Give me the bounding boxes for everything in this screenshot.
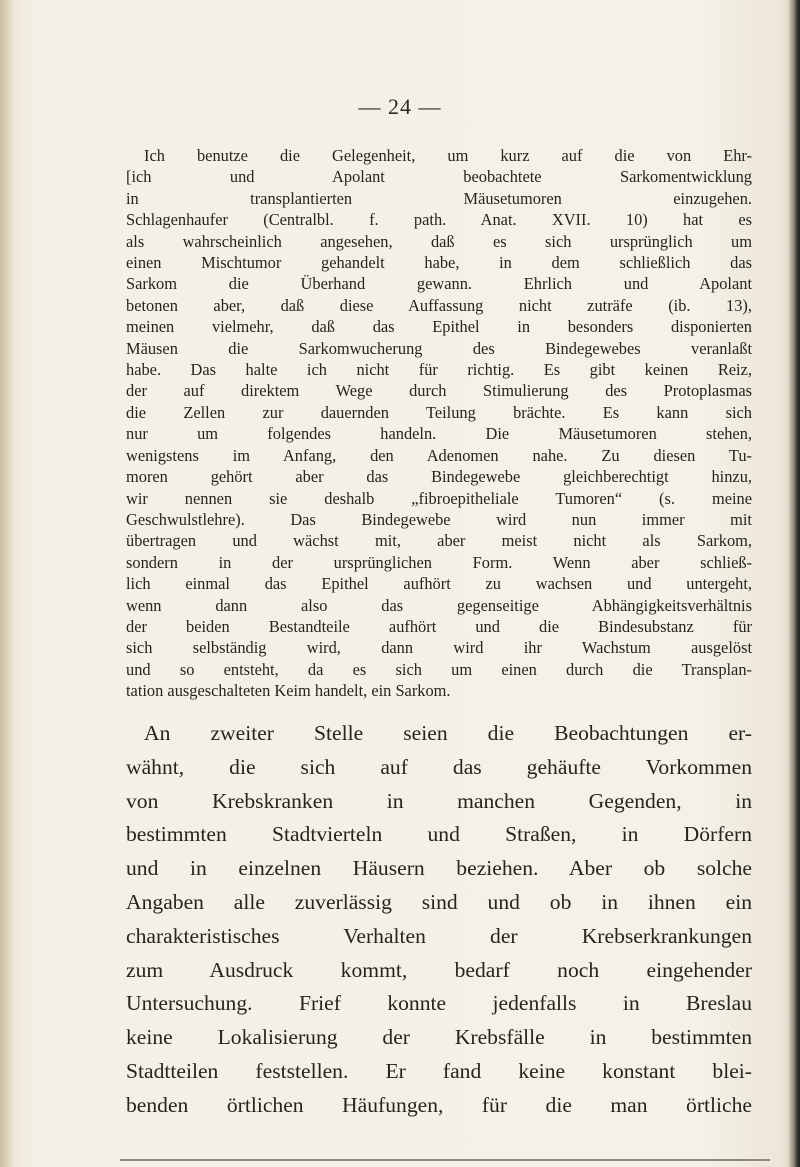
text-line: betonen aber, daß diese Auffassung nicht zuträfe (ib. 13), xyxy=(126,295,752,315)
text-line: sich selbständig wird, dann wird ihr Wachstum ausgelöst xyxy=(126,638,752,658)
text-line: Schlagenhaufer (Centralbl. f. path. Anat. XVII. 10) hat es xyxy=(126,210,752,230)
text-line: die Zellen zur dauernden Teilung brächte. Es kann sich xyxy=(126,402,752,422)
text-line: einen Mischtumor gehandelt habe, in dem schließlich das xyxy=(126,253,752,273)
text-line: wenigstens im Anfang, den Adenomen nahe. Zu diesen Tu- xyxy=(126,445,752,465)
bottom-edge xyxy=(120,1159,770,1161)
text-line: Ich benutze die Gelegenheit, um kurz auf die von Ehr- xyxy=(144,146,752,165)
text-line: tation ausgeschalteten Keim handelt, ein Sarkom. xyxy=(126,681,451,701)
paragraph-1 xyxy=(126,145,752,702)
text-line: [ich und Apolant beobachtete Sarkomentwicklung xyxy=(126,167,752,187)
text-line: habe. Das halte ich nicht für richtig. Es gibt keinen Reiz, xyxy=(126,360,752,380)
text-line: charakteristisches Verhalten der Krebserkrankungen xyxy=(126,923,752,948)
text-line: An zweiter Stelle seien die Beobachtungen er- xyxy=(144,721,752,745)
text-line: als wahrscheinlich angesehen, daß es sich ursprünglich um xyxy=(126,231,752,251)
text-line: wähnt, die sich auf das gehäufte Vorkommen xyxy=(126,754,752,779)
text-line: von Krebskranken in manchen Gegenden, in xyxy=(126,788,752,813)
text-line: Angaben alle zuverlässig sind und ob in ihnen ein xyxy=(126,889,752,914)
page-left-edge xyxy=(0,0,14,1167)
text-line: lich einmal das Epithel aufhört zu wachsen und untergeht, xyxy=(126,574,752,594)
text-line: benden örtlichen Häufungen, für die man örtliche xyxy=(126,1092,752,1117)
page-right-edge xyxy=(788,0,800,1167)
text-line: nur um folgendes handeln. Die Mäusetumoren stehen, xyxy=(126,424,752,444)
text-line: übertragen und wächst mit, aber meist nicht als Sarkom, xyxy=(126,531,752,551)
paragraph-2 xyxy=(126,717,752,1123)
text-line: Geschwulstlehre). Das Bindegewebe wird nun immer mit xyxy=(126,509,752,529)
text-line: Sarkom die Überhand gewann. Ehrlich und Apolant xyxy=(126,274,752,294)
text-line: Untersuchung. Frief konnte jedenfalls in Breslau xyxy=(126,991,752,1016)
text-line: meinen vielmehr, daß das Epithel in besonders disponierten xyxy=(126,317,752,337)
text-line: und so entsteht, da es sich um einen durch die Transplan- xyxy=(126,659,752,679)
text-line: wir nennen sie deshalb „fibroepitheliale Tumoren“ (s. meine xyxy=(126,488,752,508)
text-line: der beiden Bestandteile aufhört und die Bindesubstanz für xyxy=(126,616,752,636)
page-number: — 24 — xyxy=(358,94,442,119)
text-line: der auf direktem Wege durch Stimulierung des Protoplasmas xyxy=(126,381,752,401)
text-line: und in einzelnen Häusern beziehen. Aber ob solche xyxy=(126,856,752,881)
text-line: Stadtteilen feststellen. Er fand keine konstant blei- xyxy=(126,1058,752,1083)
text-line: wenn dann also das gegenseitige Abhängigkeitsverhältnis xyxy=(126,595,752,615)
text-line: Mäusen die Sarkomwucherung des Bindegewebes veranlaßt xyxy=(126,338,752,358)
text-line: moren gehört aber das Bindegewebe gleichberechtigt hinzu, xyxy=(126,467,752,487)
text-line: bestimmten Stadtvierteln und Straßen, in Dörfern xyxy=(126,822,752,847)
text-line: in transplantierten Mäusetumoren einzugehen. xyxy=(126,188,752,208)
text-line: zum Ausdruck kommt, bedarf noch eingehender xyxy=(126,957,752,982)
text-line: sondern in der ursprünglichen Form. Wenn aber schließ- xyxy=(126,552,752,572)
text-line: keine Lokalisierung der Krebsfälle in bestimmten xyxy=(126,1025,752,1050)
